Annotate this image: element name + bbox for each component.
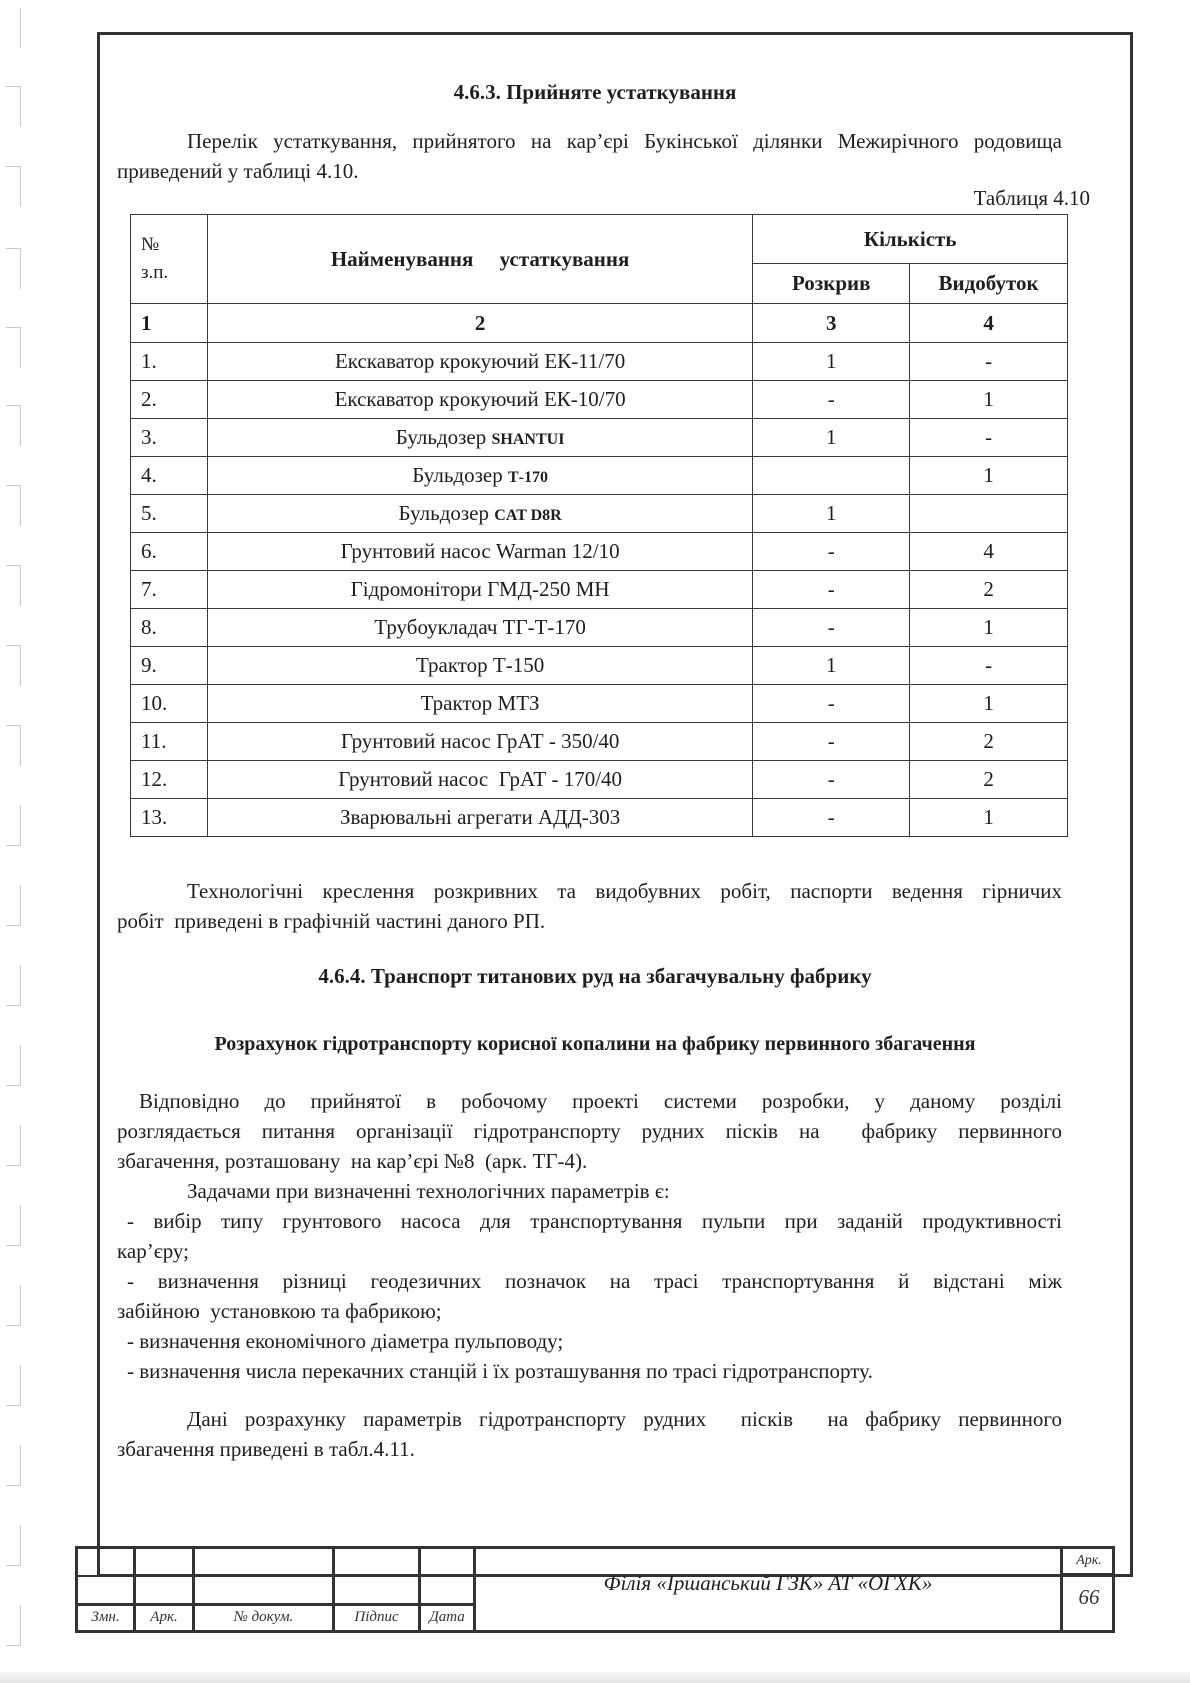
table-row: [131, 381, 1068, 419]
equipment-name-text: Бульдозер: [398, 501, 495, 525]
equipment-table-body: [131, 343, 1068, 837]
row-number: 8.: [131, 609, 208, 647]
row-number: 1.: [131, 343, 208, 381]
paragraph-line: Дані розрахунку параметрів гідротранспорту рудних пісків на фабрику первинного: [187, 1407, 1062, 1431]
equipment-name: [207, 343, 752, 381]
paragraph-line: збагачення приведені в табл.4.11.: [117, 1437, 415, 1461]
table-row: [131, 343, 1068, 381]
header-overburden: Розкрив: [753, 264, 910, 304]
equipment-name-text: Трубоукладач ТГ-Т-170: [374, 615, 586, 639]
equipment-name-text: Бульдозер: [395, 425, 492, 449]
equipment-model: CAT D8R: [494, 507, 562, 524]
equipment-name-text: Екскаватор крокуючий ЕК-11/70: [334, 349, 626, 373]
paragraph-line: Технологічні креслення розкривних та видобувних робіт, паспорти ведення гірничих: [187, 879, 1062, 903]
binding-mark: [6, 645, 21, 686]
overburden-quantity: 1: [753, 343, 910, 381]
equipment-name: [207, 457, 752, 495]
extraction-quantity: -: [910, 647, 1068, 685]
row-number: 4.: [131, 457, 208, 495]
task-item: - визначення числа перекачних станцій і їх розташування по трасі гідротранспорту.: [127, 1359, 873, 1383]
equipment-name: [207, 533, 752, 571]
extraction-quantity: 1: [910, 685, 1068, 723]
scan-edge: [0, 1672, 1190, 1683]
extraction-quantity: 1: [910, 799, 1068, 837]
section-heading-4-6-4: 4.6.4. Транспорт титанових руд на збагачувальну фабрику: [318, 964, 872, 988]
equipment-name: [207, 609, 752, 647]
extraction-quantity: 2: [910, 761, 1068, 799]
paragraph-line: розглядається питання організації гідротранспорту рудних пісків на фабрику первинного: [117, 1119, 1062, 1143]
equipment-model: Т-170: [507, 469, 548, 486]
table-row: [131, 685, 1068, 723]
intro-line: приведений у таблиці 4.10.: [117, 159, 359, 183]
table-row: [131, 495, 1068, 533]
intro-line: Перелік устаткування, прийнятого на кар’єрі Букінської ділянки Межирічного родовища: [187, 129, 1062, 153]
overburden-quantity: -: [753, 533, 910, 571]
section-body: [117, 1086, 1062, 1464]
header-number-sub: з.п.: [141, 262, 169, 283]
title-block-rule: [78, 1575, 475, 1577]
row-number: 5.: [131, 495, 208, 533]
table-row: [131, 799, 1068, 837]
binding-mark: [6, 1445, 21, 1486]
paragraph-line: збагачення, розташовану на кар’єрі №8 (арк. ТГ-4).: [117, 1149, 588, 1173]
label-change: Змн.: [91, 1609, 120, 1625]
binding-mark: [6, 1605, 21, 1646]
equipment-table: [130, 214, 1068, 837]
title-block-rule: [1060, 1573, 1115, 1575]
equipment-name-text: Трактор МТЗ: [420, 691, 540, 715]
binding-mark: [6, 1365, 21, 1406]
equipment-name: [207, 799, 752, 837]
equipment-name: [207, 571, 752, 609]
row-number: 12.: [131, 761, 208, 799]
drawings-paragraph: [117, 876, 1062, 936]
table-row: [131, 723, 1068, 761]
equipment-name-text: Грунтовий насос ГрАТ - 350/40: [340, 729, 620, 753]
extraction-quantity: -: [910, 419, 1068, 457]
task-item-cont: забійною установкою та фабрикою;: [117, 1299, 442, 1323]
extraction-quantity: [910, 495, 1068, 533]
row-number: 3.: [131, 419, 208, 457]
column-number: 4: [910, 304, 1068, 343]
title-block-rule: [78, 1603, 475, 1606]
header-extraction: Видобуток: [910, 264, 1068, 304]
extraction-quantity: 1: [910, 609, 1068, 647]
header-name: Найменування устаткування: [207, 215, 752, 304]
table-row: [131, 419, 1068, 457]
equipment-name: [207, 495, 752, 533]
sheet-label: Арк.: [1076, 1553, 1102, 1568]
equipment-name: [207, 761, 752, 799]
overburden-quantity: -: [753, 799, 910, 837]
binding-mark: [6, 8, 21, 48]
column-number: 2: [207, 304, 752, 343]
binding-mark: [6, 485, 21, 526]
row-number: 10.: [131, 685, 208, 723]
column-number: 3: [753, 304, 910, 343]
extraction-quantity: -: [910, 343, 1068, 381]
equipment-name-text: Трактор Т-150: [415, 653, 545, 677]
row-number: 2.: [131, 381, 208, 419]
column-number: 1: [131, 304, 208, 343]
row-number: 6.: [131, 533, 208, 571]
binding-mark: [6, 1205, 21, 1246]
extraction-quantity: 2: [910, 723, 1068, 761]
equipment-name-text: Грунтовий насос ГрАТ - 170/40: [338, 767, 623, 791]
section-heading-4-6-3: 4.6.3. Прийняте устаткування: [453, 80, 737, 104]
equipment-name-text: Екскаватор крокуючий ЕК-10/70: [334, 387, 626, 411]
equipment-name: [207, 381, 752, 419]
binding-mark: [6, 405, 21, 446]
table-row: [131, 647, 1068, 685]
column-number-row: [131, 304, 1068, 343]
binding-mark: [6, 166, 21, 207]
overburden-quantity: -: [753, 685, 910, 723]
sheet-number: 66: [1078, 1585, 1100, 1609]
equipment-model: SHANTUI: [491, 431, 565, 448]
overburden-quantity: 1: [753, 495, 910, 533]
table-row: [131, 457, 1068, 495]
binding-mark: [6, 248, 21, 289]
binding-mark: [6, 1125, 21, 1166]
section-subheading: Розрахунок гідротранспорту корисної копалини на фабрику первинного збагачення: [214, 1033, 976, 1055]
overburden-quantity: -: [753, 381, 910, 419]
row-number: 11.: [131, 723, 208, 761]
table-row: [131, 533, 1068, 571]
extraction-quantity: 4: [910, 533, 1068, 571]
overburden-quantity: [753, 457, 910, 495]
table-row: [131, 609, 1068, 647]
equipment-name: [207, 685, 752, 723]
row-number: 7.: [131, 571, 208, 609]
task-item: - визначення різниці геодезичних позначок на трасі транспортування й відстані між: [127, 1269, 1062, 1293]
overburden-quantity: -: [753, 571, 910, 609]
equipment-name: [207, 647, 752, 685]
header-number: [131, 215, 208, 304]
task-item: - вибір типу грунтового насоса для транспортування пульпи при заданій продуктивності: [127, 1209, 1062, 1233]
table-row: [131, 571, 1068, 609]
binding-mark: [6, 565, 21, 606]
binding-mark: [6, 1525, 21, 1566]
extraction-quantity: 1: [910, 381, 1068, 419]
extraction-quantity: 2: [910, 571, 1068, 609]
binding-mark: [6, 805, 21, 846]
organization-name: Філія «Іршанський ГЗК» АТ «ОГХК»: [603, 1571, 933, 1595]
paragraph-line: робіт приведені в графічній частині даного РП.: [117, 909, 546, 933]
overburden-quantity: -: [753, 761, 910, 799]
intro-paragraph: [117, 126, 1062, 186]
title-block: [75, 1546, 1115, 1633]
extraction-quantity: 1: [910, 457, 1068, 495]
task-item-cont: кар’єру;: [117, 1239, 189, 1263]
tasks-intro: Задачами при визначенні технологічних параметрів є:: [187, 1179, 670, 1203]
paragraph-line: Відповідно до прийнятої в робочому проекті системи розробки, у даному розділі: [139, 1089, 1062, 1113]
overburden-quantity: 1: [753, 419, 910, 457]
equipment-name-text: Бульдозер: [412, 463, 508, 487]
equipment-name: [207, 723, 752, 761]
equipment-name: [207, 419, 752, 457]
binding-mark: [6, 1285, 21, 1326]
task-item: - визначення економічного діаметра пульповоду;: [127, 1329, 564, 1353]
table-header-row: [131, 215, 1068, 264]
overburden-quantity: -: [753, 609, 910, 647]
label-date: Дата: [429, 1609, 465, 1625]
header-number-label: №: [141, 234, 160, 255]
binding-mark: [6, 327, 21, 368]
overburden-quantity: 1: [753, 647, 910, 685]
binding-mark: [6, 885, 21, 926]
header-quantity: Кількість: [753, 215, 1068, 264]
equipment-name-text: Зварювальні агрегати АДД-303: [339, 805, 621, 829]
label-document-number: № докум.: [233, 1609, 294, 1625]
label-signature: Підпис: [354, 1609, 399, 1625]
row-number: 9.: [131, 647, 208, 685]
table-row: [131, 761, 1068, 799]
overburden-quantity: -: [753, 723, 910, 761]
binding-mark: [6, 725, 21, 766]
equipment-name-text: Грунтовий насос Warman 12/10: [340, 539, 620, 563]
label-sheet: Арк.: [150, 1609, 178, 1625]
table-caption: Таблиця 4.10: [973, 186, 1090, 210]
row-number: 13.: [131, 799, 208, 837]
equipment-name-text: Гідромонітори ГМД-250 МН: [350, 577, 610, 601]
